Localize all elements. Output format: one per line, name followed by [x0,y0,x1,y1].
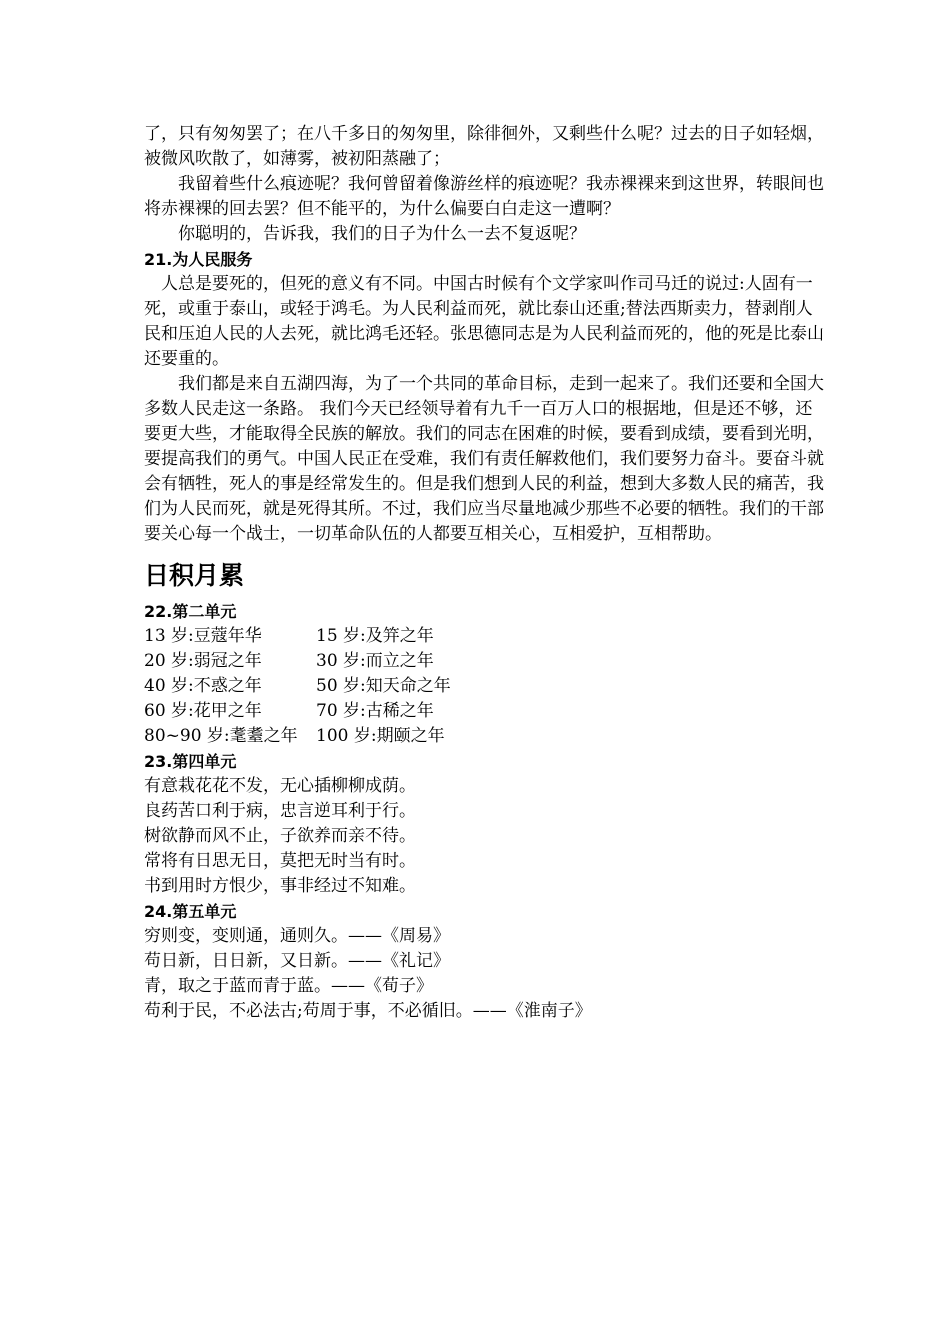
age-row [144,624,824,649]
age-row [144,674,824,699]
age-term-left: 80~90 岁:耄耋之年 [144,726,298,746]
paragraph: 人总是要死的，但死的意义有不同。中国古时候有个文学家叫作司马迁的说过:人固有一死，或重于泰山，或轻于鸿毛。为人民利益而死，就比泰山还重;替法西斯卖力，替剥削人民和压迫人民的人去死，就比鸿毛还轻。张思德同志是为人民利益而死的，他的死是比泰山还要重的。 [144,274,824,369]
quote-line: 苟日新，日日新，又日新。——《礼记》 [144,951,450,971]
age-term-right: 70 岁:古稀之年 [316,701,434,721]
age-row [144,649,824,674]
quote-line: 穷则变，变则通，通则久。——《周易》 [144,926,450,946]
paragraph: 我们都是来自五湖四海，为了一个共同的革命目标，走到一起来了。我们还要和全国大多数人民走这一条路。 我们今天已经领导着有九千一百万人口的根据地，但是还不够，还要更大些，才能取得全民族的解放。我们的同志在困难的时候，要看到成绩，要看到光明，要提高我们的勇气。中国人民正在受难，我们有责任解救他们，我们要努力奋斗。要奋斗就会有牺牲，死人的事是经常发生的。但是我们想到人民的利益，想到大多数人民的痛苦，我们为人民而死，就是死得其所。不过，我们应当尽量地减少那些不必要的牺牲。我们的干部要关心每一个战士，一切革命队伍的人都要互相关心，互相爱护，互相帮助。 [144,374,824,544]
age-term-right: 100 岁:期颐之年 [316,726,445,746]
quote-line: 苟利于民，不必法古;苟周于事，不必循旧。——《淮南子》 [144,1001,592,1021]
paragraph: 你聪明的，告诉我，我们的日子为什么一去不复返呢？ [178,224,586,244]
age-table [144,624,824,749]
section-title-23: 23.第四单元 [144,752,237,771]
document-page [144,122,824,1024]
age-row [144,699,824,724]
section-title-22: 22.第二单元 [144,602,237,621]
age-term-left: 40 岁:不惑之年 [144,676,262,696]
age-term-left: 60 岁:花甲之年 [144,701,262,721]
age-term-right: 50 岁:知天命之年 [316,676,451,696]
quote-line: 青，取之于蓝而青于蓝。——《荀子》 [144,976,433,996]
main-heading: 日积月累 [144,561,245,590]
paragraph: 了，只有匆匆罢了；在八千多日的匆匆里，除徘徊外，又剩些什么呢？过去的日子如轻烟，被微风吹散了，如薄雾，被初阳蒸融了； [144,124,824,169]
section-title-21: 21.为人民服务 [144,250,253,269]
proverb-line: 常将有日思无日，莫把无时当有时。 [144,851,416,871]
paragraph: 我留着些什么痕迹呢？我何曾留着像游丝样的痕迹呢？我赤裸裸来到这世界，转眼间也将赤裸裸的回去罢？但不能平的，为什么偏要白白走这一遭啊？ [144,174,824,219]
age-term-right: 15 岁:及笄之年 [316,626,434,646]
age-row [144,724,824,749]
age-term-left: 20 岁:弱冠之年 [144,651,262,671]
age-term-left: 13 岁:豆蔻年华 [144,626,262,646]
proverb-line: 有意栽花花不发，无心插柳柳成荫。 [144,776,416,796]
age-term-right: 30 岁:而立之年 [316,651,434,671]
proverb-line: 树欲静而风不止，子欲养而亲不待。 [144,826,416,846]
proverb-line: 良药苦口利于病，忠言逆耳利于行。 [144,801,416,821]
proverb-line: 书到用时方恨少，事非经过不知难。 [144,876,416,896]
section-title-24: 24.第五单元 [144,902,237,921]
